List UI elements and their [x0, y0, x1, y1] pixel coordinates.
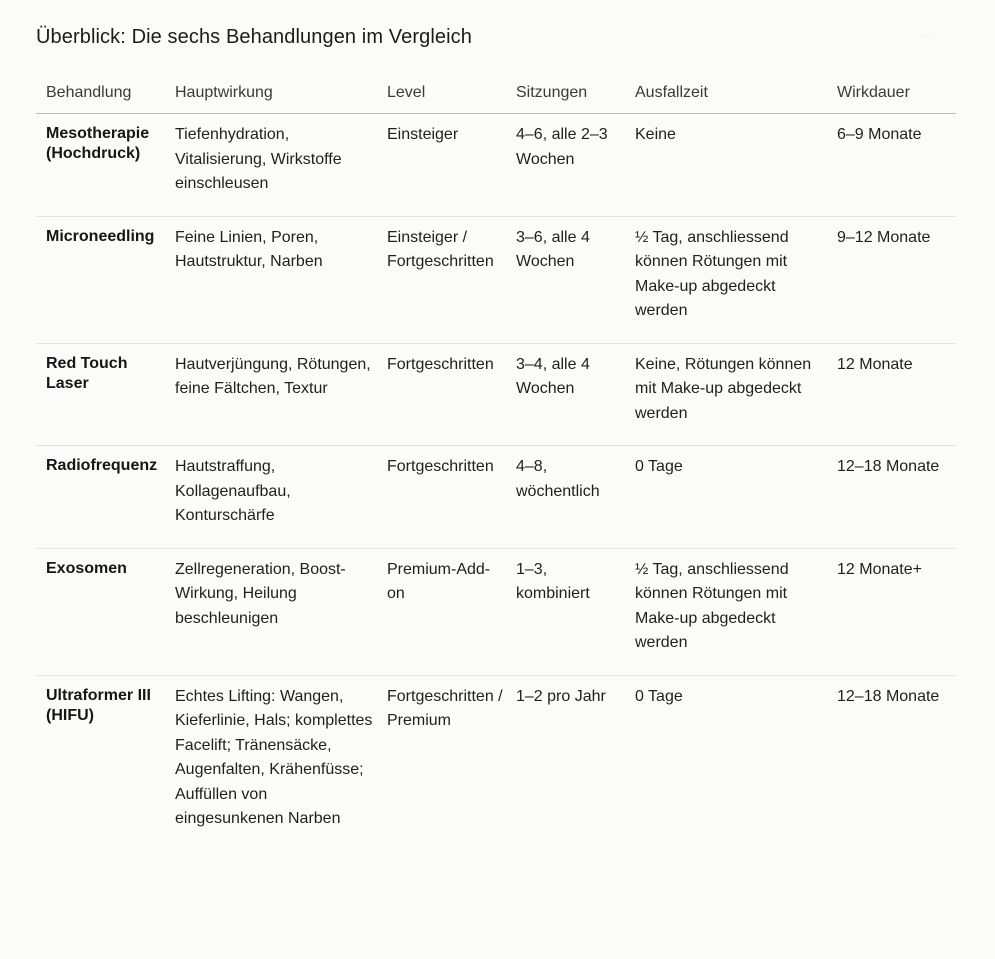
- cell-hauptwirkung: Hautverjüngung, Rötungen, feine Fältchen, Textur: [165, 343, 377, 446]
- page-title: Überblick: Die sechs Behandlungen im Vergleich: [36, 26, 472, 48]
- cell-behandlung: Exosomen: [36, 548, 165, 675]
- cell-level: Einsteiger: [377, 114, 506, 217]
- cell-sitzungen: 3–4, alle 4 Wochen: [506, 343, 625, 446]
- header-sitzungen: Sitzungen: [506, 80, 625, 114]
- table-row: [36, 548, 956, 675]
- cell-ausfallzeit: 0 Tage: [635, 687, 683, 705]
- cell-behandlung: Ultraformer III (HIFU): [46, 686, 151, 724]
- table-row: [36, 343, 956, 446]
- cell-level: Fortgeschritten: [377, 446, 506, 549]
- cell-ausfallzeit: ½ Tag, anschliessend können Rötungen mit Make-up abgedeckt werden: [625, 216, 827, 343]
- cell-level: Fortgeschritten: [377, 343, 506, 446]
- cell-hauptwirkung: Zellregeneration, Boost-Wirkung, Heilung beschleunigen: [165, 548, 377, 675]
- header-ausfallzeit: Ausfallzeit: [625, 80, 827, 114]
- cell-level: Premium-Add-on: [377, 548, 506, 675]
- header-row: [36, 80, 956, 114]
- table-row: [36, 675, 956, 851]
- cell-behandlung: Red Touch Laser: [36, 343, 165, 446]
- cell-sitzungen: 4–6, alle 2–3 Wochen: [506, 114, 625, 217]
- more-options-icon[interactable]: ···: [918, 28, 933, 42]
- cell-wirkdauer: 12–18 Monate: [837, 687, 940, 705]
- cell-ausfallzeit: 0 Tage: [625, 446, 827, 549]
- cell-wirkdauer: 12 Monate+: [827, 548, 956, 675]
- cell-hauptwirkung: Feine Linien, Poren, Hautstruktur, Narben: [165, 216, 377, 343]
- cell-sitzungen: 1–2 pro Jahr: [516, 687, 606, 705]
- cell-ausfallzeit: Keine: [625, 114, 827, 217]
- cell-sitzungen: 3–6, alle 4 Wochen: [506, 216, 625, 343]
- table-body: [36, 114, 956, 851]
- cell-wirkdauer: 6–9 Monate: [827, 114, 956, 217]
- header-hauptwirkung: Hauptwirkung: [165, 80, 377, 114]
- cell-sitzungen: 1–3, kombiniert: [506, 548, 625, 675]
- cell-hauptwirkung: Tiefenhydration, Vitalisierung, Wirkstoffe einschleusen: [165, 114, 377, 217]
- cell-behandlung: Microneedling: [36, 216, 165, 343]
- cell-ausfallzeit: ½ Tag, anschliessend können Rötungen mit Make-up abgedeckt werden: [625, 548, 827, 675]
- header-level: Level: [377, 80, 506, 114]
- cell-level: Einsteiger / Fortgeschritten: [377, 216, 506, 343]
- cell-behandlung: Radiofrequenz: [36, 446, 165, 549]
- cell-wirkdauer: 12 Monate: [827, 343, 956, 446]
- cell-hauptwirkung: Hautstraffung, Kollagenaufbau, Konturschärfe: [165, 446, 377, 549]
- header-behandlung: Behandlung: [36, 80, 165, 114]
- cell-ausfallzeit: Keine, Rötungen können mit Make-up abgedeckt werden: [625, 343, 827, 446]
- table-header: [36, 80, 956, 114]
- cell-level: Fortgeschritten / Premium: [387, 687, 503, 729]
- cell-wirkdauer: 12–18 Monate: [827, 446, 956, 549]
- cell-behandlung: Mesotherapie (Hochdruck): [36, 114, 165, 217]
- cell-sitzungen: 4–8, wöchentlich: [506, 446, 625, 549]
- table-row: [36, 216, 956, 343]
- cell-wirkdauer: 9–12 Monate: [827, 216, 956, 343]
- comparison-table: [36, 80, 956, 851]
- header-wirkdauer: Wirkdauer: [827, 80, 956, 114]
- table-row: [36, 114, 956, 217]
- cell-hauptwirkung: Echtes Lifting: Wangen, Kieferlinie, Hals; komplettes Facelift; Tränensäcke, Augenfalten, Krähenfüsse; Auffüllen von eingesunkenen Narben: [175, 687, 373, 827]
- table-row: [36, 446, 956, 549]
